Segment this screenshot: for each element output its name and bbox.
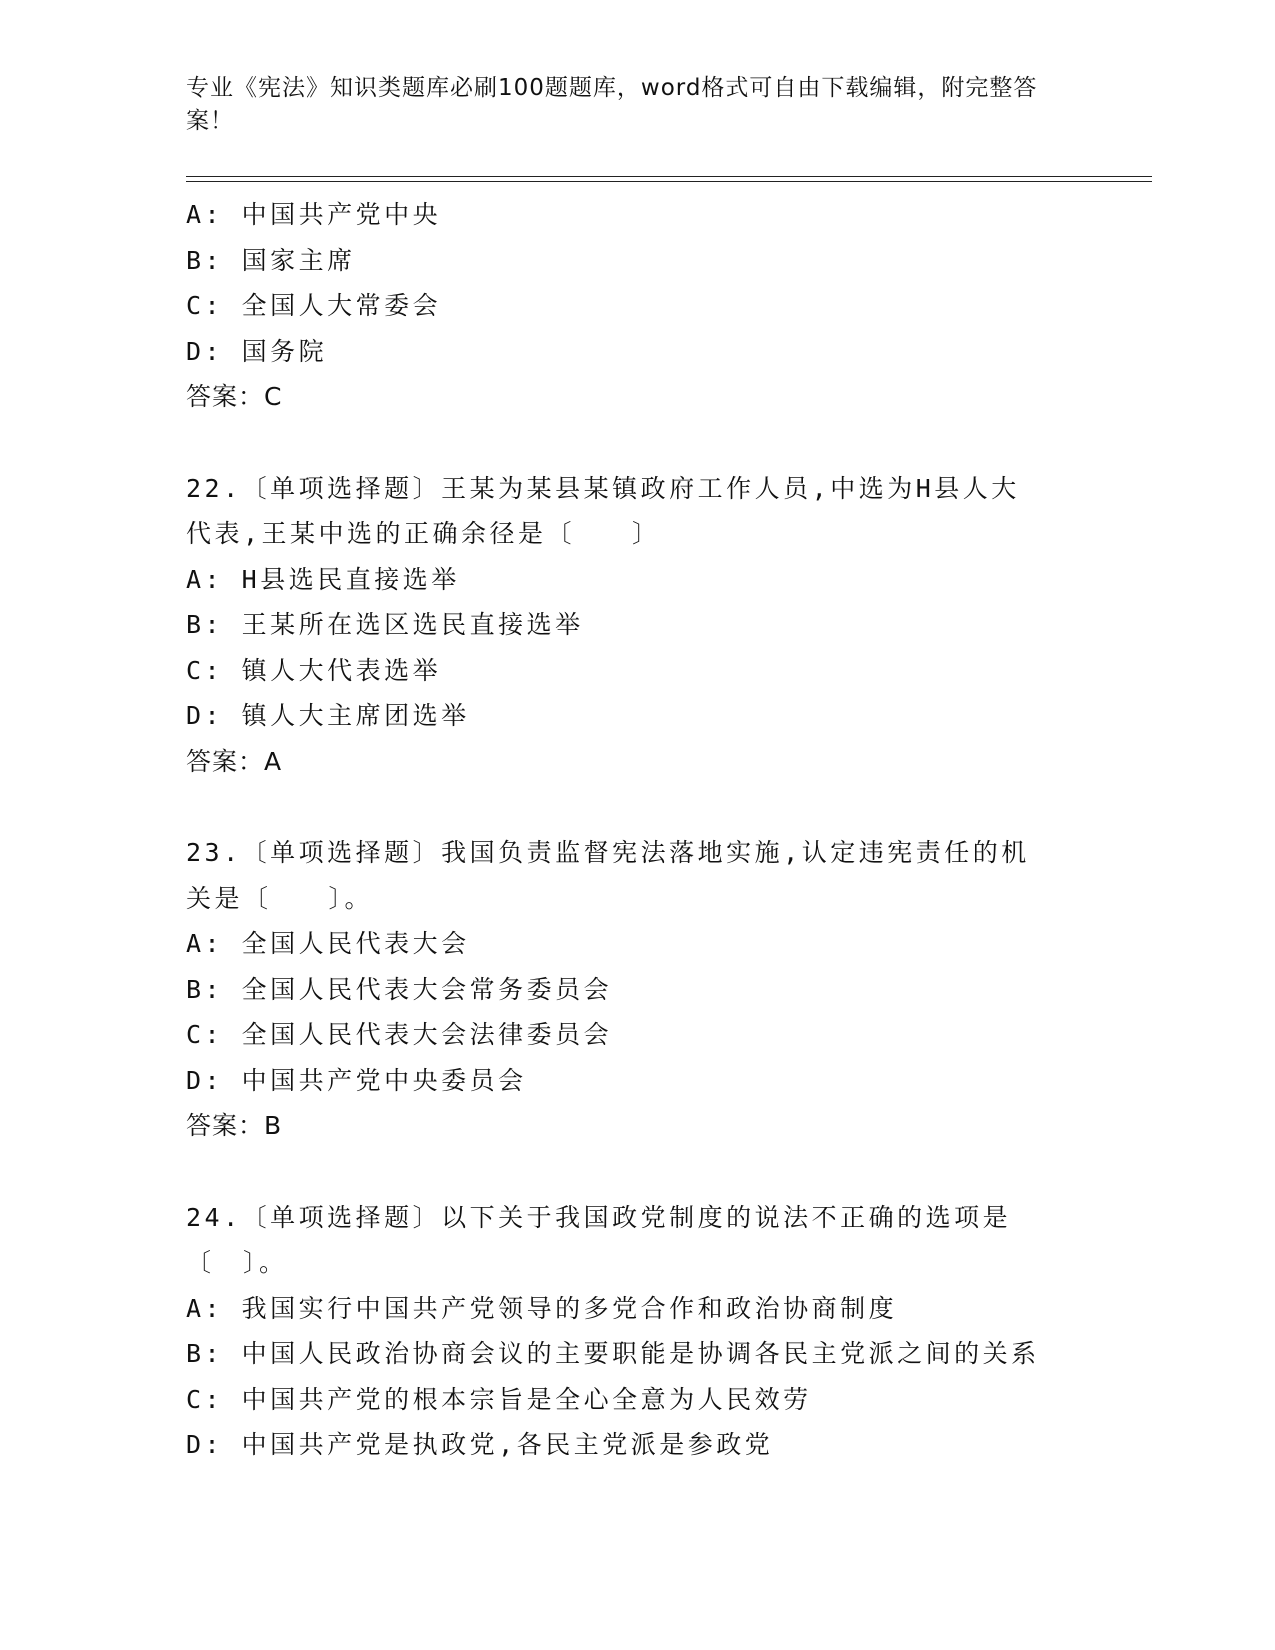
header-divider-top (186, 176, 1152, 177)
question-text: 24.〔单项选择题〕以下关于我国政党制度的说法不正确的选项是〔 〕。 (186, 1202, 1012, 1277)
option-d: D: 镇人大主席团选举 (186, 701, 470, 730)
option-a: A: 中国共产党中央 (186, 200, 442, 229)
question-text: 22.〔单项选择题〕王某为某县某镇政府工作人员,中选为H县人大代表,王某中选的正确余径是〔 〕 (186, 473, 1020, 548)
question-block-22 (186, 466, 1066, 785)
question-list (186, 192, 1066, 1468)
question-block-23 (186, 830, 1066, 1149)
option-d: D: 国务院 (186, 336, 328, 366)
spacer (186, 1149, 1066, 1195)
option-b: B: 王某所在选区选民直接选举 (186, 610, 584, 639)
option-c: C: 镇人大代表选举 (186, 655, 442, 685)
option-b: B: 中国人民政治协商会议的主要职能是协调各民主党派之间的关系 (186, 1339, 1040, 1368)
option-a: A: 全国人民代表大会 (186, 929, 470, 958)
option-a: A: 我国实行中国共产党领导的多党合作和政治协商制度 (186, 1293, 898, 1323)
option-c: C: 全国人大常委会 (186, 291, 442, 320)
question-text: 23.〔单项选择题〕我国负责监督宪法落地实施,认定违宪责任的机关是〔 〕。 (186, 838, 1030, 913)
document-header-title: 专业《宪法》知识类题库必刷100题题库，word格式可自由下载编辑，附完整答案！ (186, 75, 1038, 134)
answer-label: 答案：B (186, 1111, 283, 1140)
question-block-24 (186, 1195, 1066, 1468)
option-c: C: 中国共产党的根本宗旨是全心全意为人民效劳 (186, 1384, 812, 1414)
answer-label: 答案：C (186, 382, 283, 411)
header-divider-bottom (186, 181, 1152, 182)
option-b: B: 国家主席 (186, 245, 356, 275)
question-block-21 (186, 192, 1066, 420)
spacer (186, 784, 1066, 830)
option-d: D: 中国共产党是执政党,各民主党派是参政党 (186, 1430, 774, 1459)
option-a: A: H县选民直接选举 (186, 564, 460, 594)
option-b: B: 全国人民代表大会常务委员会 (186, 974, 613, 1004)
answer-label: 答案：A (186, 746, 283, 776)
option-c: C: 全国人民代表大会法律委员会 (186, 1020, 613, 1049)
option-d: D: 中国共产党中央委员会 (186, 1065, 527, 1095)
spacer (186, 420, 1066, 466)
